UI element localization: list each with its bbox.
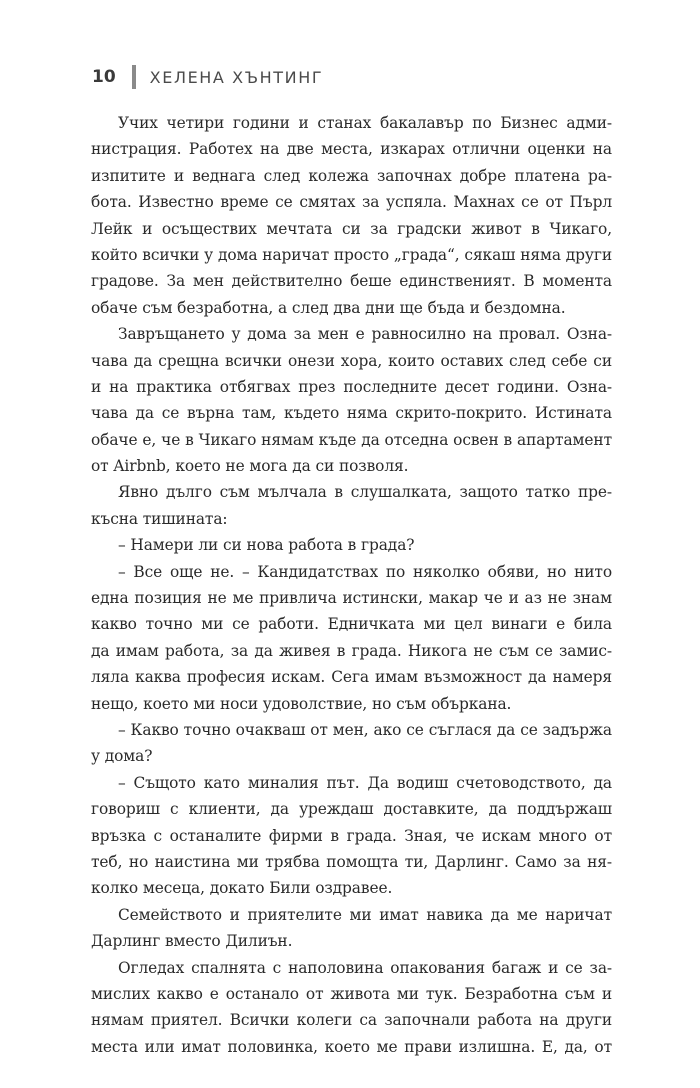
text-line: бота. Известно време се смятах за успяла. Махнах се от Пърл [91,193,612,212]
text-line: места или имат половинка, което ме прави излишна. Е, да, от [91,1037,612,1056]
text-line: какво точно ми се работи. Едничката ми цел винаги е била [91,615,612,634]
text-line: градове. За мен действително беше единственият. В момента [91,272,612,291]
text-line: чава да се върна там, където няма скрито-покрито. Истината [91,404,612,423]
text-line: – Все още не. – Кандидатствах по няколко обяви, но нито [118,562,612,581]
text-line: мислих какво е останало от живота ми тук. Безработна съм и [91,984,612,1003]
text-line: – Какво точно очакваш от мен, ако се съглася да се задържа [118,720,612,739]
text-line: изпитите и веднага след колежа започнах добре платена ра- [91,166,612,185]
text-line: късна тишината: [91,509,228,528]
text-line: Огледах спалнята с наполовина опакования багаж и се за- [118,958,612,977]
text-line: нещо, което ми носи удоволствие, но съм объркана. [91,694,512,713]
text-line: Завръщането у дома за мен е равносилно на провал. Озна- [118,325,612,344]
text-line: – Намери ли си нова работа в града? [118,536,415,555]
header-divider [132,65,136,89]
page-number: 10 [92,67,116,87]
author-name: ХЕЛЕНА ХЪНТИНГ [149,67,324,87]
text-line: нямам приятел. Всички колеги са започнали работа на други [91,1011,612,1030]
text-line: теб, но наистина ми трябва помощта ти, Дарлинг. Само за ня- [91,852,612,871]
text-line: у дома? [91,747,153,766]
text-line: нистрация. Работех на две места, изкарах отлични оценки на [91,140,612,159]
text-line: обаче съм безработна, а след два дни ще бъда и бездомна. [91,298,566,317]
text-line: да имам работа, за да живея в града. Никога не съм се замис- [91,641,612,660]
text-line: колко месеца, докато Били оздравее. [91,879,393,898]
text-line: говориш с клиенти, да уреждаш доставките, да поддържаш [91,800,612,819]
text-line: Учих четири години и станах бакалавър по Бизнес адми- [118,114,612,132]
text-line: който всички у дома наричат просто „града“, сякаш няма други [91,245,612,264]
text-line: Лейк и осъществих мечтата си за градски живот в Чикаго, [91,219,612,238]
text-line: ляла каква професия искам. Сега имам възможност да намеря [91,668,612,687]
text-line: и на практика отбягвах през последните десет години. Озна- [91,377,612,396]
text-line: една позиция не ме привлича истински, макар че и аз не знам [91,589,612,608]
text-line: Семейството и приятелите ми имат навика да ме наричат [118,905,612,924]
text-line: връзка с останалите фирми в града. Зная, че искам много от [91,826,612,845]
text-line: от Airbnb, което не мога да си позволя. [91,457,409,476]
text-line: чава да срещна всички онези хора, които оставих след себе си [91,351,612,370]
text-line: Дарлинг вместо Дилиън. [91,932,293,951]
text-line: обаче е, че в Чикаго нямам къде да отседна освен в апартамент [91,430,612,449]
text-line: – Същото като миналия път. Да водиш счетоводството, да [118,773,612,792]
body-text [91,110,612,1060]
text-line: Явно дълго съм мълчала в слушалката, защото татко пре- [118,483,612,502]
running-header [92,64,323,90]
